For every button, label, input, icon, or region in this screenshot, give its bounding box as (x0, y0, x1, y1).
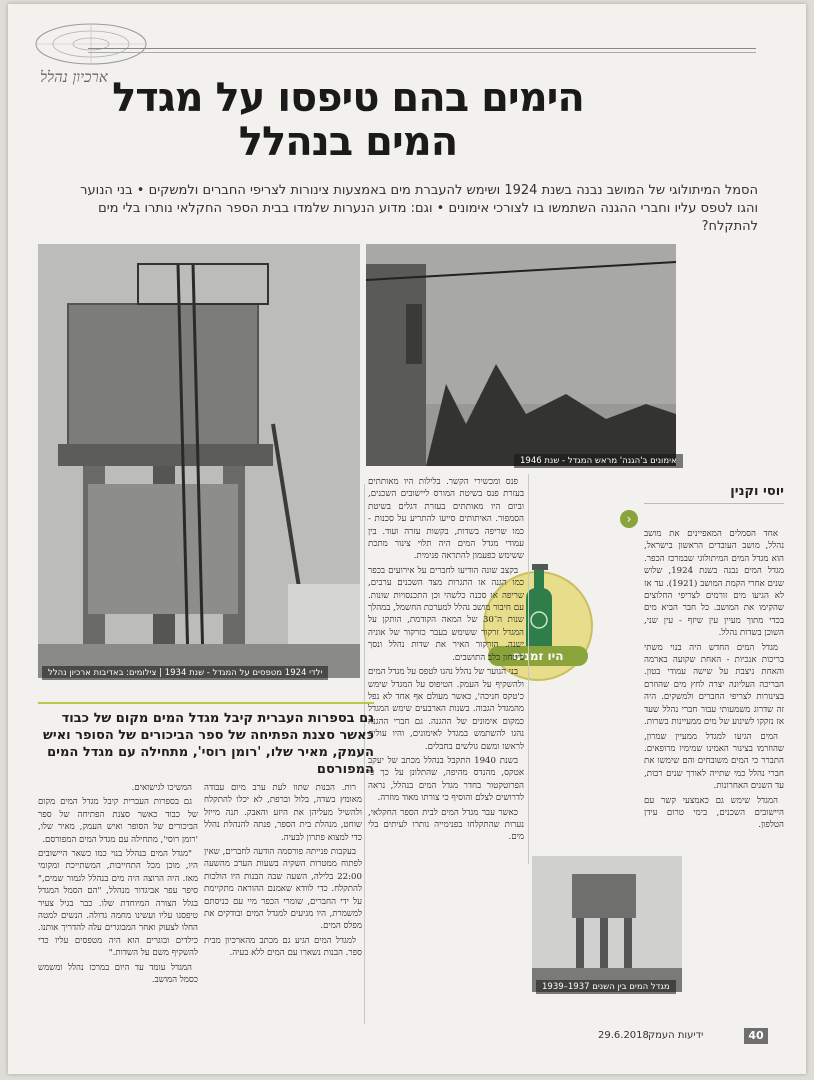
water-tower-climbing-photo (38, 244, 360, 678)
paragraph: רות. הבנות שתוו לעת ערב מיום עבודה מאומץ בשדה, בלול וברפת, לא יכלו להתקלח ולהשיל מעליהן את היזע והאבק. תנה מייזל שוחט, מנהלת בית הספר, פנתה להנהלת נהלל כדי למצוא פתרון לבעיה. (204, 783, 362, 843)
paragraph: כאשר עבר מגדל המים לבית הספר החקלאי, נערות שהתקלחו בפנימייה נותרו לעיתים בלי מים. (368, 807, 524, 843)
paragraph: המגדל עומד עד היום במרכז נהלל ומשמש כסמל המושב. (38, 962, 198, 986)
header-rule (88, 48, 756, 49)
article-column-4 (38, 782, 198, 1018)
paragraph: בעקבות פנייתה פורסמה הודעה לחברים, שאין לפתוח ממטרות השקיה בשעות הערב מהשעה 22:00 בלילה, השעה שבה הבנות היו הולכות להתקלח. כדי לוודא שאמנם ההוראה מתקיימת על ידי החברים, שומרי הכפר מיי עם כניסתם למשמרת, היו מגיעים למגדל המים ובודקים את מפלס המים. (204, 847, 362, 932)
paragraph: בקצב שונה הודיעו לחברים על אירועים בכפר כמו הגנה או התגרות מצד השכנים ערבים, שריפה או סכנה כלשהי וכן התכנסויות שונות. עם חיבור מושב נהלל למערכת החשמל, במהלך שנות ה־30 של המאה הקודמת, הותקן על המגדל זרקור ששימש בעבר כזרקור של אוניה ישנה. הזרקור האיר את שדות נהלל ונסך ביטחון בלב התושבים. (368, 565, 524, 663)
article-column-3 (204, 782, 362, 1018)
issue-date: 29.6.2018 (598, 1030, 649, 1041)
newspaper-page (8, 4, 806, 1074)
paragraph: בשנת 1940 התקבל בנהלל מכתב של יעקב אטקס, מהנדס מהיפה, שהתלונן על כך כי הפרוטקטור בחדר מגדל המים בנהלל, נראה לדרושים לצלם והוסיף כי צורתו מאוד מוזרה. (368, 755, 524, 804)
byline: יוסי וקנין (644, 484, 784, 504)
newspaper-name: ידיעות העמק (648, 1030, 704, 1041)
paragraph: המגדל שימש גם כאמצעי קשר עם היישובים השכנים, בימי טרום עידן הטלפון. (644, 795, 784, 831)
paragraph: למגדל המים הגיע גם מכתב מהארכיון מבית ספר. הבנות נשארו עם המים ללא בעיה. (204, 935, 362, 959)
column-rule (528, 474, 529, 864)
photo-caption-right: אימונים ב'הגנה' מראש המגדל - שנת 1946 (514, 454, 683, 468)
subhead: הסמל המיתולוגי של המושב נבנה בשנת 1924 ושימש להעברת מים באמצעות צינורות לצריפי החברים ולמשקים • בני הנוער והגו לטפס עליו וחברי ההגנה השתמשו בו לצורכי אימונים • וגם: מדוע הנערות שלמדו בבית הספר החקלאי נותרו בלי מים להתקלח? (80, 183, 758, 234)
page-number: 40 (744, 1028, 768, 1044)
paragraph: פנס ומכשירי הקשר. בלילות היו מאותתים בעזרת פנס בשיטת המורס ליישובים השכנים, וביום היו מאותתים בעזרת דגלים בשיטת הסמפור. האיתותים סייעו להתריע על סכנות - כמו שריפה בשדות, בקשות עזרה ועוד. בין עמודי מגדל המים היה תלוי צינור מתכת ששימש כפעמון להתראה פנימית. (368, 477, 524, 562)
header-rule-secondary (88, 52, 756, 53)
page-title: הימים בהם טיפסו על מגדל המים בנהלל (112, 75, 584, 165)
article-column-1 (644, 508, 784, 868)
paragraph: מגדל המים החדש היה בנוי משתי בריכות אנכיות - האחת שקועה בארמה והאחת ניצבת על שישה עמודי בטון. הבריכה העליונה יצרה לחץ מים שהוזרם בצינורות לצריפי החברים ולמשקים. היה זה שדרוג משמעותי עבור חברי נהלל שעד אז נזקקו לשינוע של מים ממעיינות בשרות. (644, 642, 784, 728)
paragraph: אחד הסמלים המאפיינים את מושב נהלל, מושב העובדים הראשון בישראל, הוא מגדל המים המיתולוגי שבמרכז הכפר. מגדל המים נבנה בשנת 1924, שלוש שנים אחרי הקמת המושב (1921). עד אז לא הגיעו מים זורמים לצריפי החלוצים שהקימו את המושב. כל חבר הביא מים בכדי מתוך מעיין עין שיזף - עין שני, השוכן בשדות נהלל. (644, 529, 784, 639)
arrow-left-icon: ‹ (620, 510, 638, 528)
paragraph: בני הנוער של נהלל נהגו לטפס על מגדל המים ולהשקיף על העמק. הטיפוס על המגדל שימש כ'טקס חניכה', כאשר מעולם אף אחד לא נפל מהמגדל הגבוה. בשנות הארבעים שימש המגדל כמקום אימונים של ההגנה. גם חברי ההגנה נהגו להשתמש במגדל לאימונים, והיו עולים לראשו ומשם גולשים בחבלים. (368, 667, 524, 752)
nahalal-emblem-icon (26, 18, 156, 70)
page-footer (8, 1028, 806, 1048)
paragraph: המים הגיעו למגדל ממעיין שמרון, שהוזרמו בצינור האמינו שמימיו מרופאים. התברר כי המים משובחים והם שימשו את חברי נהלל כמי שתייה לאורך שנים רבות, עד השנים האחרונות. (644, 731, 784, 792)
photo-caption-left: ילדי 1924 מטפסים על המגדל - שנת 1934 | צילומים: באדיבות ארכיון נהלל (42, 666, 328, 680)
section-label: ארכיון נהלל (40, 68, 108, 86)
badge-label: היו זמנים (488, 646, 588, 666)
water-tower-1937-photo (532, 856, 682, 992)
photo-caption-small: מגדל המים בין השנים 1937–1939 (536, 980, 676, 994)
haganah-training-photo (366, 244, 676, 466)
paragraph: המשיכו לגישואים. (131, 783, 192, 793)
paragraph: "מגדל המים בנהלל בנוי כמו כשאר היישובים היו, מוכן מכל התחייבות, המשתייכת ומקומי מאז. היה הרוצה היה מים בנהלל לגמור שמים," סיפר עפר אביגדור מנהלל, "הם הסמל המגדל בגלל הצורה המיוחדת שלו. כבר בגיל צעיר טיפסנו עליו ועשינו מחמה גדולה. הנשים למטה החלו לצעוק ואחר המבוגרים עלה להדריך אותנו. כילדים ובוגרים הוא היה מטפסים עליו כדי להשקיף משם על השדות." (38, 849, 198, 959)
pull-quote: גם בספרות העברית קיבל מגדל המים מקום של כבוד כאשר סצנת הפתיחה של ספר הביכורים של הסופר ואיש העמק, מאיר שלו, 'רומן רוסי', מתחילה עם מגדל המים המפורסם (38, 702, 374, 778)
paragraph: גם בספרות העברית קיבל מגדל המים מקום של כבוד כאשר סצנת הפתיחה של ספר הביכורים של הסופר ואיש העמק, מאיר שלו, 'רומן רוסי', מתחילה עם מגדל המים המפורסם. (38, 797, 198, 845)
article-column-2 (368, 476, 524, 1016)
